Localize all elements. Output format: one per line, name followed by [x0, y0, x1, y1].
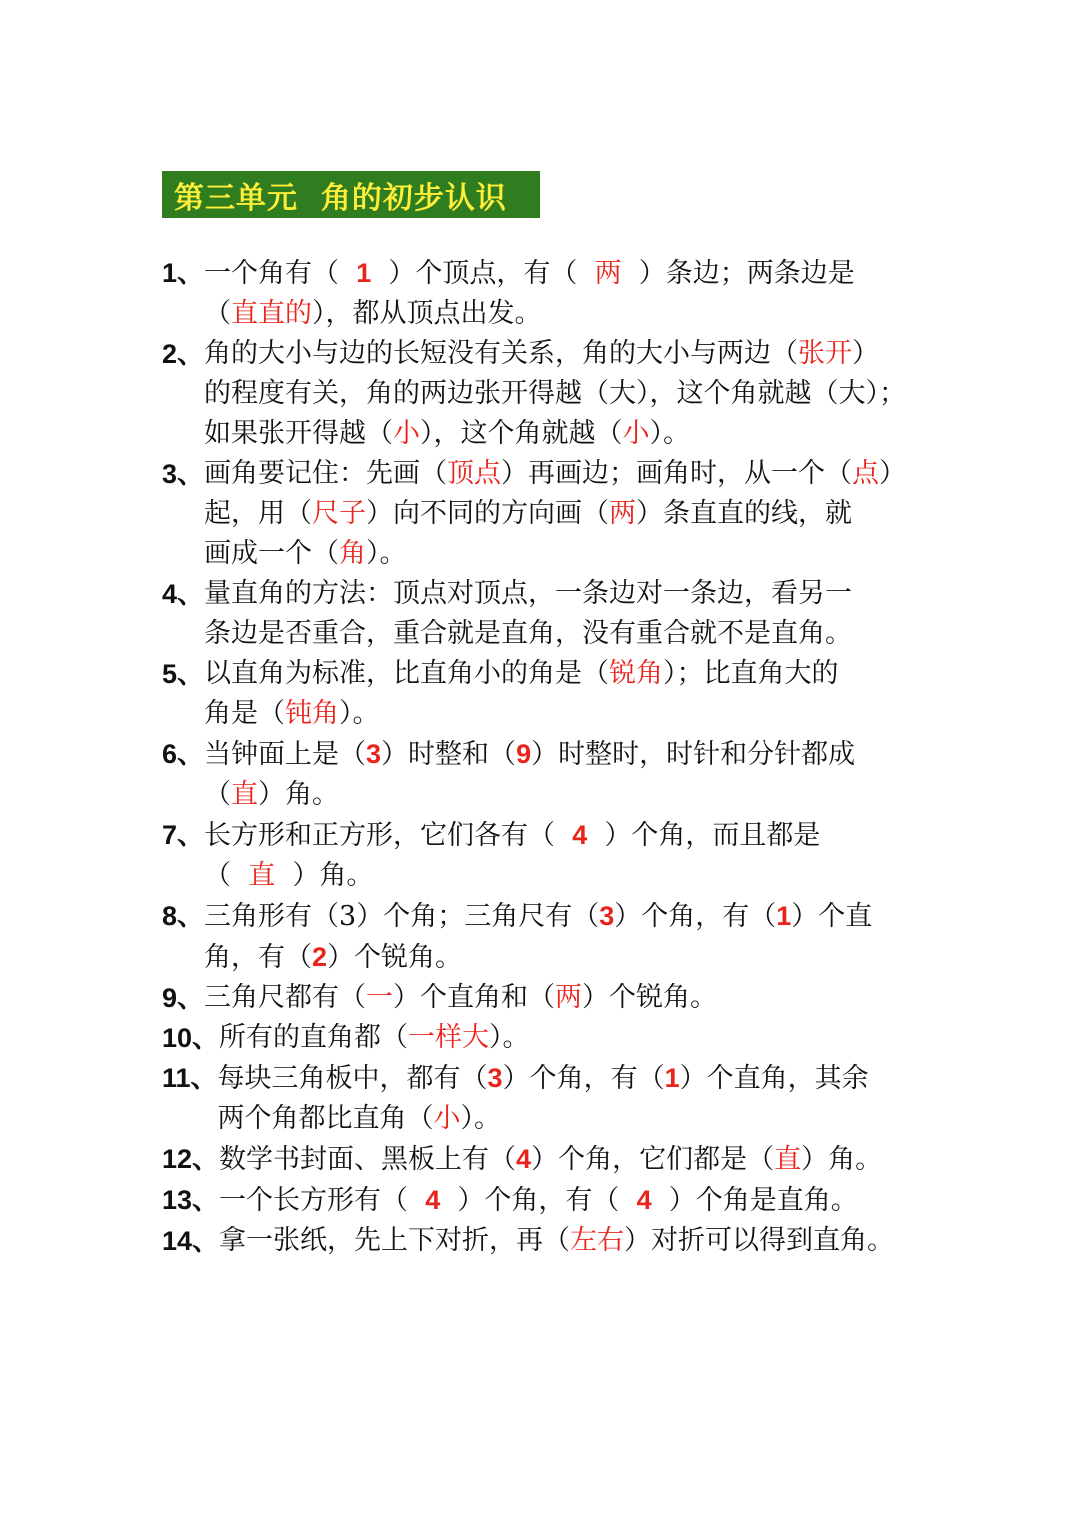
question-text: ）个角，它们都是（ — [531, 1144, 775, 1175]
list-item — [162, 574, 922, 654]
question-text: ）个直 — [791, 901, 873, 932]
answer-text: 3 — [366, 739, 382, 769]
item-number: 10、 — [162, 1023, 220, 1053]
item-text — [204, 734, 922, 815]
question-text: ）个角，有（ — [502, 1063, 665, 1094]
list-item — [162, 734, 922, 815]
item-text — [219, 1180, 922, 1221]
answer-text: 直 — [231, 779, 259, 810]
question-text: ）个角是直角。 — [651, 1185, 858, 1216]
answer-text: 1 — [664, 1063, 680, 1093]
answer-text: 钝角 — [285, 698, 340, 729]
question-text: 量直角的方法：顶点对顶点，一条边对一条边，看另一 — [204, 578, 853, 609]
question-text: 角的大小与边的长短没有关系，角的大小与两边（ — [204, 338, 799, 369]
item-number: 11、 — [162, 1063, 218, 1093]
item-text — [204, 574, 922, 654]
list-item — [162, 1058, 922, 1139]
answer-text: 4 — [572, 820, 588, 850]
text-line — [204, 294, 922, 334]
item-number: 12、 — [162, 1144, 220, 1174]
question-text: ）。 — [339, 698, 380, 729]
title-banner — [162, 171, 540, 218]
text-line — [204, 654, 922, 694]
question-text: ），这个角就越（ — [420, 418, 623, 449]
answer-text: 4 — [636, 1185, 652, 1215]
item-number: 4、 — [162, 579, 205, 609]
answer-text: 小 — [393, 418, 421, 449]
item-number: 13、 — [162, 1185, 220, 1215]
question-text: ）角。 — [801, 1144, 883, 1175]
question-text: 三角形有（3）个角；三角尺有（ — [204, 901, 600, 932]
question-text: 长方形和正方形，它们各有（ — [204, 820, 573, 851]
question-text: 以直角为标准，比直角小的角是（ — [204, 658, 610, 689]
answer-text: 2 — [312, 942, 328, 972]
question-text: ）再画边；画角时，从一个（ — [501, 458, 853, 489]
answer-text: 一 — [366, 982, 394, 1013]
question-text: ）时整和（ — [381, 739, 517, 770]
item-number: 6、 — [162, 739, 205, 769]
answer-text: 1 — [776, 901, 792, 931]
question-text: ）角。 — [258, 779, 340, 810]
text-line — [204, 896, 922, 937]
item-text — [204, 454, 922, 574]
question-text: 如果张开得越（ — [204, 418, 394, 449]
question-text: ）个直角和（ — [393, 982, 556, 1013]
answer-text: 角 — [339, 538, 367, 569]
question-text: 拿一张纸，先上下对折，再（ — [219, 1225, 571, 1256]
text-line — [204, 937, 922, 978]
item-text — [204, 815, 922, 896]
answer-text: 1 — [356, 258, 372, 288]
question-text: ） — [879, 458, 907, 489]
text-line — [204, 856, 922, 896]
list-item — [162, 454, 922, 574]
item-text — [219, 1139, 922, 1180]
answer-text: 点 — [852, 458, 880, 489]
text-line — [204, 734, 922, 775]
text-line — [204, 978, 922, 1018]
answer-text: 两 — [555, 982, 583, 1013]
answer-text: 直直的 — [231, 298, 313, 329]
item-number: 7、 — [162, 820, 205, 850]
text-line — [219, 1139, 922, 1180]
item-text — [219, 1018, 922, 1058]
text-line — [219, 1018, 922, 1058]
answer-text: 两 — [609, 498, 637, 529]
question-text: 一个长方形有（ — [219, 1185, 426, 1216]
question-text: 一个角有（ — [204, 258, 357, 289]
list-item — [162, 1221, 922, 1261]
text-line — [204, 374, 922, 414]
answer-text: 尺子 — [312, 498, 367, 529]
text-line — [204, 775, 922, 815]
answer-text: 3 — [599, 901, 615, 931]
item-number: 9、 — [162, 983, 205, 1013]
list-item — [162, 1018, 922, 1058]
item-number: 14、 — [162, 1226, 220, 1256]
answer-text: 小 — [622, 418, 650, 449]
question-text: ）个直角，其余 — [679, 1063, 869, 1094]
text-line — [204, 494, 922, 534]
text-line — [219, 1180, 922, 1221]
text-line — [219, 1221, 922, 1261]
answer-text: 小 — [433, 1103, 461, 1134]
item-number: 1、 — [162, 258, 205, 288]
question-text: 每块三角板中，都有（ — [217, 1063, 488, 1094]
question-text: ） — [852, 338, 880, 369]
item-number: 2、 — [162, 339, 205, 369]
question-text: 条边是否重合，重合就是直角，没有重合就不是直角。 — [204, 618, 853, 649]
text-line — [218, 1099, 922, 1139]
item-text — [204, 654, 922, 734]
question-text: 的程度有关，角的两边张开得越（大），这个角就越（大）； — [204, 378, 907, 409]
question-text: ）。 — [366, 538, 407, 569]
item-text — [204, 253, 922, 334]
text-line — [204, 614, 922, 654]
list-item — [162, 1139, 922, 1180]
answer-text: 直 — [774, 1144, 802, 1175]
question-list — [162, 253, 922, 1261]
question-text: ）个顶点，有（ — [371, 258, 595, 289]
text-line — [204, 334, 922, 374]
item-text — [218, 1058, 922, 1139]
item-text — [204, 896, 922, 978]
question-text: ）角。 — [275, 860, 374, 891]
question-text: ）；比直角大的 — [663, 658, 839, 689]
list-item — [162, 896, 922, 978]
text-line — [204, 815, 922, 856]
answer-text: 顶点 — [447, 458, 502, 489]
page-title: 第三单元 角的初步认识 — [174, 180, 507, 216]
text-line — [204, 694, 922, 734]
list-item — [162, 815, 922, 896]
question-text: ），都从顶点出发。 — [312, 298, 542, 329]
answer-text: 张开 — [798, 338, 853, 369]
text-line — [204, 253, 922, 294]
answer-text: 4 — [425, 1185, 441, 1215]
question-text: 三角尺都有（ — [204, 982, 367, 1013]
question-text: 起，用（ — [204, 498, 313, 529]
list-item — [162, 253, 922, 334]
question-text: 所有的直角都（ — [219, 1022, 409, 1053]
question-text: （ — [204, 298, 232, 329]
question-text: ）条边；两条边是 — [621, 258, 855, 289]
list-item — [162, 654, 922, 734]
item-number: 5、 — [162, 659, 205, 689]
answer-text: 左右 — [570, 1225, 625, 1256]
question-text: 数学书封面、黑板上有（ — [219, 1144, 517, 1175]
text-line — [218, 1058, 922, 1099]
list-item — [162, 1180, 922, 1221]
answer-text: 一样大 — [408, 1022, 490, 1053]
question-text: 画成一个（ — [204, 538, 340, 569]
question-text: 两个角都比直角（ — [217, 1103, 434, 1134]
question-text: 角是（ — [204, 698, 286, 729]
question-text: ）个角，有（ — [440, 1185, 637, 1216]
answer-text: 4 — [516, 1144, 532, 1174]
question-text: ）。 — [489, 1022, 530, 1053]
list-item — [162, 334, 922, 454]
answer-text: 锐角 — [609, 658, 664, 689]
question-text: （ — [204, 779, 232, 810]
answer-text: 两 — [594, 258, 622, 289]
question-text: ）个锐角。 — [327, 942, 463, 973]
question-text: ）条直直的线，就 — [636, 498, 853, 529]
question-text: ）对折可以得到直角。 — [624, 1225, 895, 1256]
text-line — [204, 534, 922, 574]
question-text: ）。 — [649, 418, 691, 449]
list-item — [162, 978, 922, 1018]
text-line — [204, 414, 922, 454]
question-text: （ — [204, 860, 249, 891]
question-text: ）时整时，时针和分针都成 — [531, 739, 856, 770]
item-text — [204, 334, 922, 454]
item-number: 8、 — [162, 901, 205, 931]
question-text: ）。 — [460, 1103, 502, 1134]
question-text: ）个角，有（ — [614, 901, 777, 932]
answer-text: 3 — [487, 1063, 503, 1093]
question-text: 角，有（ — [204, 942, 313, 973]
question-text: ）向不同的方向画（ — [366, 498, 610, 529]
item-text — [204, 978, 922, 1018]
answer-text: 9 — [516, 739, 532, 769]
item-text — [219, 1221, 922, 1261]
answer-text: 直 — [248, 860, 276, 891]
question-text: ）个角，而且都是 — [587, 820, 821, 851]
question-text: ）个锐角。 — [582, 982, 718, 1013]
item-number: 3、 — [162, 459, 205, 489]
text-line — [204, 574, 922, 614]
question-text: 当钟面上是（ — [204, 739, 367, 770]
question-text: 画角要记住：先画（ — [204, 458, 448, 489]
text-line — [204, 454, 922, 494]
